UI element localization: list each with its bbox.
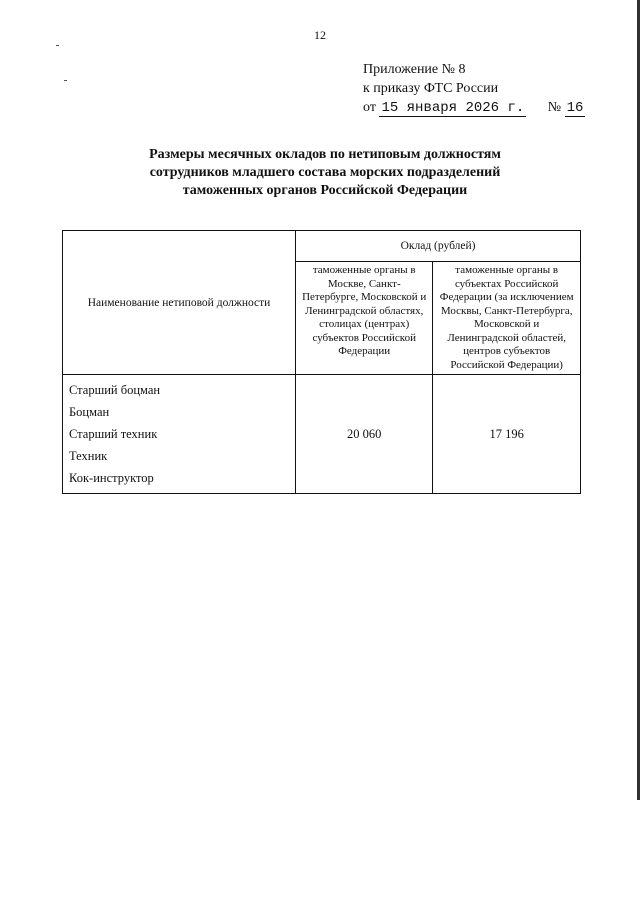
page-number: 12 [314,28,326,42]
table-header-row [63,231,581,262]
document-title [70,146,580,200]
position-item: Боцман [69,405,110,419]
title-line-3: таможенных органов Российской Федерации [182,183,468,198]
salary-value-moscow: 20 060 [296,375,433,494]
annex-date-line [363,98,585,118]
annex-from-label: от [363,100,376,115]
table-row [63,375,581,494]
annex-number-label: № [547,100,562,115]
position-item: Техник [69,449,108,463]
scan-speck [64,80,67,81]
salary-header: Оклад (рублей) [296,231,581,262]
regions-header: таможенные органы в субъектах Российской Федерации (за исключением Москвы, Санкт-Петербурга, Московской и Ленинградской областей, центров субъектов Российской Федерации) [433,262,581,375]
positions-cell [63,375,296,494]
moscow-spb-header: таможенные органы в Москве, Санкт-Петербурге, Московской и Ленинградской областях, столицах (центрах) субъектов Российской Федерации [296,262,433,375]
annex-title: Приложение № 8 [363,62,466,77]
position-name-header: Наименование нетиповой должности [63,231,296,375]
scan-speck [56,45,59,46]
annex-number: 16 [566,100,584,116]
annex-block [363,60,585,118]
annex-order: к приказу ФТС России [363,81,499,96]
position-item: Старший боцман [69,383,161,397]
position-item: Кок-инструктор [69,471,154,485]
salary-value-regions: 17 196 [433,375,581,494]
title-line-1: Размеры месячных окладов по нетиповым должностям [149,147,501,162]
salary-table [62,230,581,494]
position-item: Старший техник [69,427,158,441]
title-line-2: сотрудников младшего состава морских подразделений [149,165,501,180]
annex-date: 15 января 2026 г. [381,100,525,116]
